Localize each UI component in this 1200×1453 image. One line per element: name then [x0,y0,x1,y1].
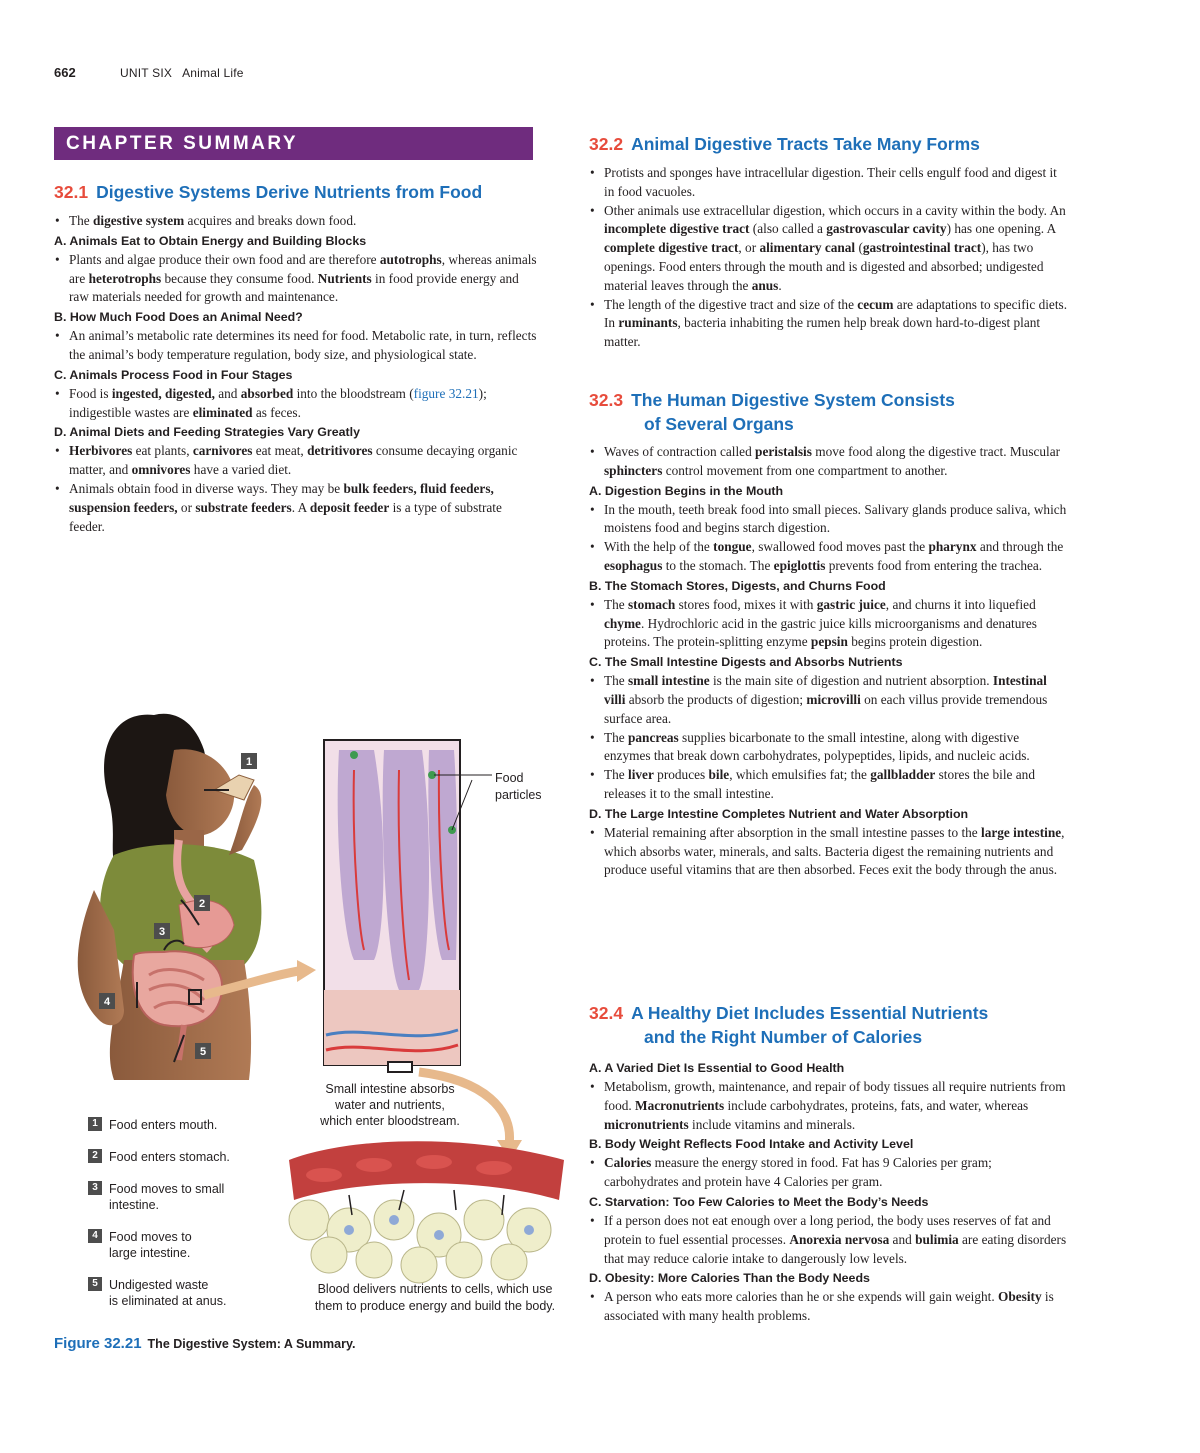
blood-caption-1: Blood delivers nutrients to cells, which use [317,1282,553,1296]
section-32-1-body [54,212,539,536]
legend-number: 5 [88,1277,102,1291]
legend-number: 3 [88,1181,102,1195]
legend-text: Food enters stomach. [109,1150,230,1164]
legend-text: Food moves to [109,1230,192,1244]
bullet: • Material remaining after absorption in the small intestine passes to the large intestine, which absorbs water, minerals, and salts. Bacteria digest the remaining nutrients and produce useful vitamins that are then absorbed. Feces exit the body through the anus. [589,824,1069,880]
villi-panel [324,740,460,1072]
subheading: C. Animals Process Food in Four Stages [54,367,293,382]
svg-text:5: 5 [199,1046,207,1058]
step-marker-5 [195,1043,211,1059]
figure-caption [54,1335,356,1352]
food-particles-label-2: particles [495,788,542,802]
legend-item-5 [88,1277,278,1309]
legend-item-2 [88,1149,278,1165]
legend-text: Food enters mouth. [109,1118,218,1132]
section-32-4-body [589,1058,1069,1326]
subheading: B. The Stomach Stores, Digests, and Churns Food [589,578,886,593]
page-number: 662 [54,65,76,80]
small-intestine-caption-3: which enter bloodstream. [320,1114,460,1128]
legend-item-3 [88,1181,278,1213]
section-32-4-heading [589,1001,988,1049]
step-marker-2 [194,895,210,911]
section-number: 32.2 [589,134,624,154]
bullet: • The length of the digestive tract and size of the cecum are adaptations to specific diets. In ruminants, bacteria inhabiting the rumen help break down hard-to-digest plant matter. [589,296,1069,352]
bullet: • The liver produces bile, which emulsifies fat; the gallbladder stores the bile and releases it to the small intestine. [589,766,1069,804]
figure-legend [88,1117,278,1309]
bullet: • The small intestine is the main site of digestion and nutrient absorption. Intestinal villi absorb the products of digestion; microvilli on each villus provide tremendous surface area. [589,672,1069,728]
section-title: The Human Digestive System Consists [631,390,955,410]
blood-vessel-illustration [289,1141,564,1283]
bullet: • The stomach stores food, mixes it with gastric juice, and churns it into liquefied chyme. Hydrochloric acid in the gastric juice kills microorganisms and denatures proteins. The protein-splitting enzyme pepsin begins protein digestion. [589,596,1069,652]
legend-text: Food moves to small [109,1182,225,1196]
bullet: • With the help of the tongue, swallowed food moves past the pharynx and through the esophagus to the stomach. The epiglottis prevents food from entering the trachea. [589,538,1069,576]
subheading: C. The Small Intestine Digests and Absorbs Nutrients [589,655,903,670]
legend-item-4 [88,1229,278,1261]
bullet: • Plants and algae produce their own food and are therefore autotrophs, whereas animals are heterotrophs because they consume food. Nutrients in food provide energy and raw materials needed for growth and maintenance. [54,251,539,307]
legend-text-2: intestine. [109,1198,160,1212]
bullet: • If a person does not eat enough over a long period, the body uses reserves of fat and protein to fuel essential processes. Anorexia nervosa and bulimia are eating disorders that may reduce calorie intake to dangerously low levels. [589,1212,1069,1268]
subheading: C. Starvation: Too Few Calories to Meet the Body’s Needs [589,1194,929,1209]
section-title-line2: of Several Organs [644,414,794,434]
section-number: 32.4 [589,1003,624,1023]
bullet: • Herbivores eat plants, carnivores eat meat, detritivores consume decaying organic matter, and omnivores have a varied diet. [54,442,539,480]
food-particles-label: Food [495,771,524,785]
subheading: B. Body Weight Reflects Food Intake and Activity Level [589,1137,914,1152]
bullet: • Waves of contraction called peristalsis move food along the digestive tract. Muscular sphincters control movement from one compartment to another. [589,443,1069,481]
bullet: • An animal’s metabolic rate determines its need for food. Metabolic rate, in turn, reflects the animal’s body temperature regulation, body size, and physiological state. [54,327,539,365]
section-32-2-body [589,164,1069,352]
svg-text:3: 3 [158,926,166,938]
figure-number: Figure 32.21 [54,1335,142,1352]
legend-text-2: is eliminated at anus. [109,1294,227,1308]
section-32-1-heading [54,180,482,204]
subheading: A. Animals Eat to Obtain Energy and Building Blocks [54,233,367,248]
section-32-2-heading [589,132,980,156]
unit-title: Animal Life [182,66,244,80]
section-32-3-heading [589,388,955,436]
bullet: • Calories measure the energy stored in food. Fat has 9 Calories per gram; carbohydrates and protein have 4 Calories per gram. [589,1154,1069,1192]
step-marker-3 [154,923,170,939]
subheading: A. A Varied Diet Is Essential to Good Health [589,1061,845,1075]
svg-text:1: 1 [245,756,253,768]
section-title: Animal Digestive Tracts Take Many Forms [631,134,980,154]
legend-number: 2 [88,1149,102,1163]
bullet: • The digestive system acquires and breaks down food. [54,212,539,231]
svg-text:2: 2 [198,898,206,910]
section-title: Digestive Systems Derive Nutrients from Food [96,182,483,202]
legend-item-1 [88,1117,278,1133]
step-marker-4 [99,993,115,1009]
subheading: D. The Large Intestine Completes Nutrient and Water Absorption [589,806,969,821]
blood-caption-2: them to produce energy and build the body. [314,1299,556,1313]
woman-illustration [78,714,262,1080]
small-intestine-caption-2: water and nutrients, [335,1098,445,1112]
section-number: 32.1 [54,182,89,202]
bullet: • Protists and sponges have intracellular digestion. Their cells engulf food and digest it in food vacuoles. [589,164,1069,202]
bullet: • Metabolism, growth, maintenance, and repair of body tissues all require nutrients from food. Macronutrients include carbohydrates, proteins, fats, and water, whereas micronutrients include vitamins and minerals. [589,1078,1069,1134]
running-header [120,66,244,80]
section-number: 32.3 [589,390,624,410]
section-32-3-body [589,443,1069,880]
bullet: • Other animals use extracellular digestion, which occurs in a cavity within the body. An incomplete digestive tract (also called a gastrovascular cavity) has one opening. A complete digestive tract, or alimentary canal (gastrointestinal tract), has two openings. Food enters through the mouth and is digested and absorbed; undigested material leaves through the anus. [589,202,1069,296]
legend-number: 1 [88,1117,102,1131]
step-marker-1 [241,753,257,769]
section-title: A Healthy Diet Includes Essential Nutrients [631,1003,989,1023]
subheading: D. Animal Diets and Feeding Strategies Vary Greatly [54,425,360,440]
figure-link[interactable]: figure 32.21 [413,385,479,401]
unit-label: UNIT SIX [120,66,173,80]
bullet: • A person who eats more calories than he or she expends will gain weight. Obesity is associated with many health problems. [589,1288,1069,1326]
bullet: • Food is ingested, digested, and absorbed into the bloodstream (figure 32.21); indigestible wastes are eliminated as feces. [54,385,539,423]
subheading: A. Digestion Begins in the Mouth [589,483,784,498]
bullet: • Animals obtain food in diverse ways. They may be bulk feeders, fluid feeders, suspension feeders, or substrate feeders. A deposit feeder is a type of substrate feeder. [54,480,539,536]
bullet: • The pancreas supplies bicarbonate to the small intestine, along with digestive enzymes that break down carbohydrates, polypeptides, lipids, and nucleic acids. [589,729,1069,767]
svg-text:4: 4 [103,996,111,1008]
small-intestine-caption-1: Small intestine absorbs [325,1082,455,1096]
subheading: B. How Much Food Does an Animal Need? [54,310,303,325]
section-title-line2: and the Right Number of Calories [644,1027,923,1047]
legend-text: Undigested waste [109,1278,209,1292]
bullet: • In the mouth, teeth break food into small pieces. Salivary glands produce saliva, which moistens food and begins starch digestion. [589,501,1069,539]
figure-title: The Digestive System: A Summary. [147,1337,356,1351]
subheading: D. Obesity: More Calories Than the Body Needs [589,1271,870,1286]
legend-number: 4 [88,1229,102,1243]
chapter-summary-banner: CHAPTER SUMMARY [54,127,533,160]
legend-text-2: large intestine. [109,1246,191,1260]
